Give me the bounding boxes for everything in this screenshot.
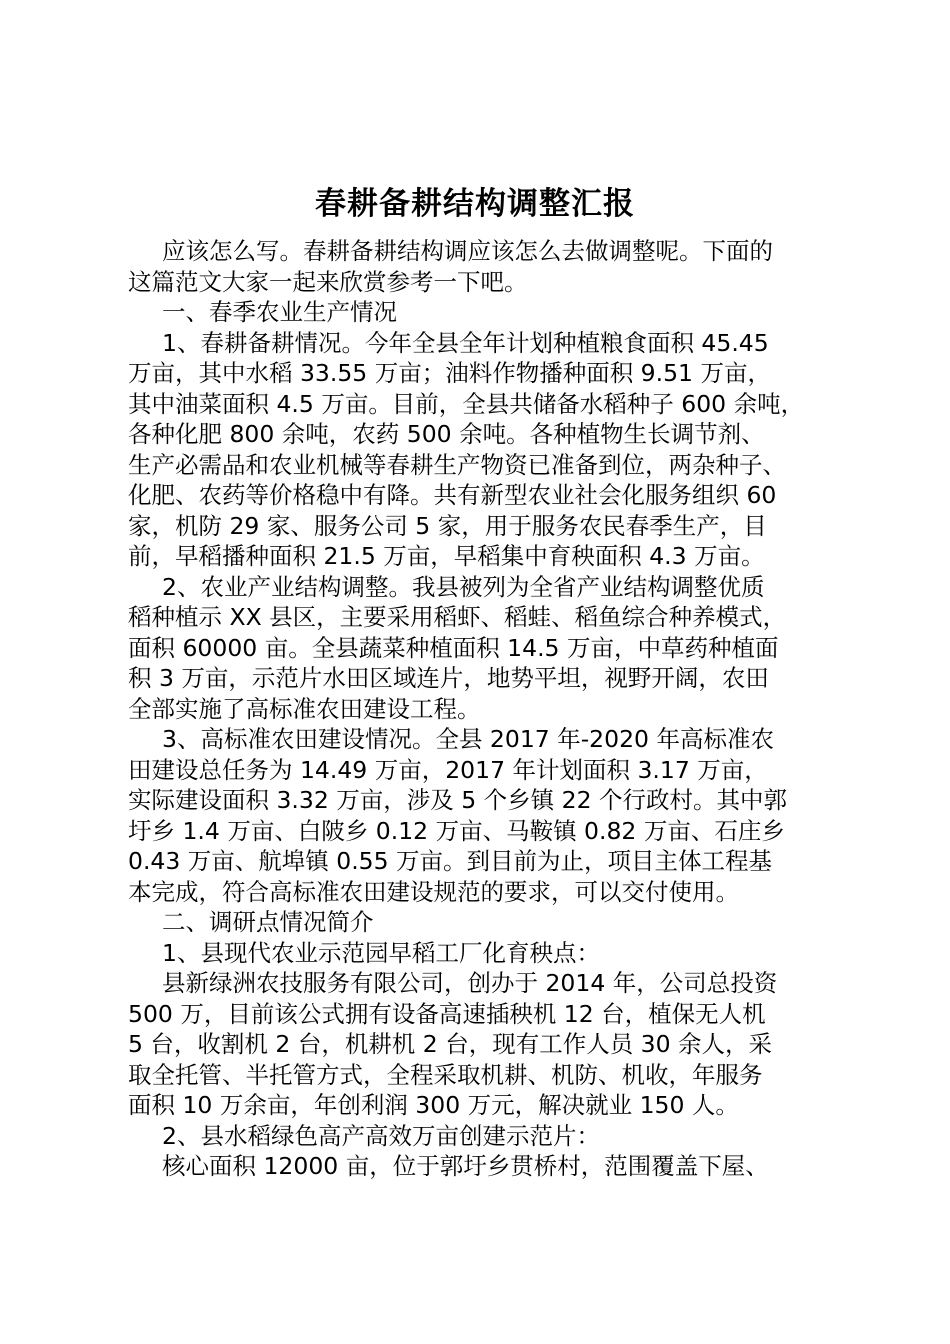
- paragraph-line: 化肥、农药等价格稳中有降。共有新型农业社会化服务组织 60: [128, 481, 777, 509]
- paragraph-line: 5 台，收割机 2 台，机耕机 2 台，现有工作人员 30 余人，采: [128, 1030, 773, 1058]
- paragraph-line: 县新绿洲农技服务有限公司，创办于 2014 年，公司总投资: [162, 969, 778, 997]
- paragraph-line: 二、调研点情况简介: [162, 908, 374, 936]
- paragraph-line: 圩乡 1.4 万亩、白陂乡 0.12 万亩、马鞍镇 0.82 万亩、石庄乡: [128, 816, 785, 845]
- paragraph-line: 实际建设面积 3.32 万亩，涉及 5 个乡镇 22 个行政村。其中郭: [128, 786, 787, 814]
- paragraph-line: 1、春耕备耕情况。今年全县全年计划种植粮食面积 45.45: [162, 328, 769, 357]
- paragraph-line: 2、农业产业结构调整。我县被列为全省产业结构调整优质: [162, 572, 765, 601]
- paragraph-line: 1、县现代农业示范园早稻工厂化育秧点：: [162, 938, 600, 967]
- paragraph-line: 500 万，目前该公式拥有设备高速插秧机 12 台，植保无人机: [128, 999, 766, 1028]
- paragraph-line: 面积 10 万余亩，年创利润 300 万元，解决就业 150 人。: [128, 1091, 739, 1119]
- paragraph-line: 一、春季农业生产情况: [162, 298, 397, 326]
- paragraph-line: 积 3 万亩，示范片水田区域连片，地势平坦，视野开阔，农田: [128, 664, 769, 692]
- paragraph-line: 2、县水稻绿色高产高效万亩创建示范片：: [162, 1121, 600, 1150]
- paragraph-line: 田建设总任务为 14.49 万亩，2017 年计划面积 3.17 万亩，: [128, 755, 768, 784]
- paragraph-line: 面积 60000 亩。全县蔬菜种植面积 14.5 万亩，中草药种植面: [128, 633, 779, 662]
- paragraph-line: 取全托管、半托管方式，全程采取机耕、机防、机收，年服务: [128, 1060, 763, 1089]
- paragraph-line: 万亩，其中水稻 33.55 万亩；油料作物播种面积 9.51 万亩，: [128, 359, 771, 387]
- paragraph-line: 其中油菜面积 4.5 万亩。目前，全县共储备水稻种子 600 余吨，: [128, 389, 805, 418]
- paragraph-line: 各种化肥 800 余吨，农药 500 余吨。各种植物生长调节剂、: [128, 420, 765, 448]
- paragraph-line: 稻种植示 XX 县区，主要采用稻虾、稻蛙、稻鱼综合种养模式，: [128, 603, 787, 631]
- paragraph-line: 0.43 万亩、航埠镇 0.55 万亩。到目前为止，项目主体工程基: [128, 847, 773, 875]
- document-title: 春耕备耕结构调整汇报: [315, 186, 635, 222]
- paragraph-line: 应该怎么写。春耕备耕结构调应该怎么去做调整呢。下面的: [162, 237, 773, 265]
- paragraph-line: 这篇范文大家一起来欣赏参考一下吧。: [128, 267, 528, 296]
- paragraph-line: 家，机防 29 家、服务公司 5 家，用于服务农民春季生产，目: [128, 511, 767, 540]
- paragraph-line: 本完成，符合高标准农田建设规范的要求，可以交付使用。: [128, 877, 739, 906]
- paragraph-line: 前，早稻播种面积 21.5 万亩，早稻集中育秧面积 4.3 万亩。: [128, 542, 765, 570]
- paragraph-line: 全部实施了高标准农田建设工程。: [128, 694, 481, 723]
- paragraph-line: 3、高标准农田建设情况。全县 2017 年-2020 年高标准农: [162, 725, 774, 753]
- paragraph-line: 生产必需品和农业机械等春耕生产物资已准备到位，两杂种子、: [128, 450, 786, 479]
- paragraph-line: 核心面积 12000 亩，位于郭圩乡贯桥村，范围覆盖下屋、: [162, 1152, 769, 1180]
